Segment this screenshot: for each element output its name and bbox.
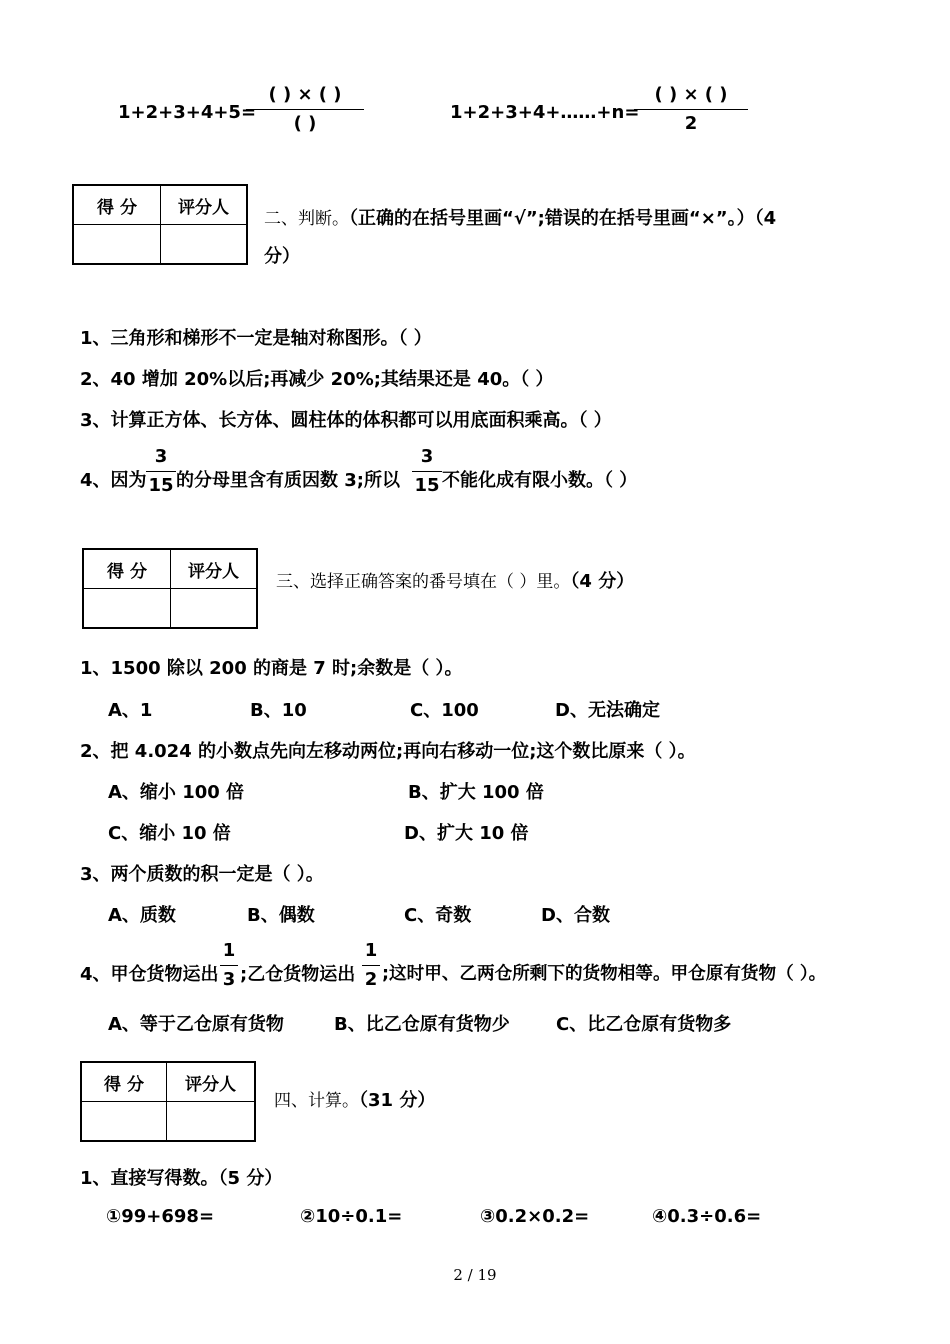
choice-q2-option-d: D、扩大 10 倍	[404, 823, 529, 844]
calc-problem-3: ③0.2×0.2=	[480, 1206, 590, 1227]
choice-q4-fraction-2	[362, 940, 380, 991]
section-2-title-instructions: （正确的在括号里画“√”;错误的在括号里画“×”。）（4	[349, 208, 777, 229]
formula-2-denominator: 2	[684, 113, 698, 134]
formula-1-left: 1+2+3+4+5=	[118, 102, 257, 123]
section-3-title	[276, 567, 634, 593]
judge-item-4-prefix: 4、因为	[80, 470, 147, 491]
judge-item-4-fraction-1	[146, 446, 176, 497]
choice-question-4-middle: ;乙仓货物运出	[240, 964, 356, 985]
score-label: 得 分	[83, 549, 171, 589]
fraction-bar	[362, 965, 380, 966]
score-table-section-4	[80, 1061, 256, 1142]
score-cell[interactable]	[83, 589, 171, 629]
section-4-title-points: （31 分）	[359, 1090, 436, 1111]
section-3-title-prefix: 三、选择正确答案的番号填在（ ）里。	[276, 572, 571, 592]
page-number: 2 / 19	[453, 1266, 497, 1284]
formula-2-left: 1+2+3+4+……+n=	[450, 102, 640, 123]
formula-1-numerator: ( ) × ( )	[268, 84, 342, 105]
judge-item-4-suffix: 不能化成有限小数。（ ）	[442, 470, 638, 491]
grader-label: 评分人	[161, 185, 248, 225]
choice-q2-option-b: B、扩大 100 倍	[408, 782, 544, 803]
choice-q3-option-b: B、偶数	[247, 905, 315, 926]
fraction-bar	[146, 471, 176, 472]
judge-item-2: 2、40 增加 20%以后;再减少 20%;其结果还是 40。（ ）	[80, 369, 554, 390]
section-2-title-prefix: 二、判断。	[264, 209, 349, 229]
choice-q3-option-d: D、合数	[541, 905, 610, 926]
section-4-title-prefix: 四、计算。	[274, 1091, 359, 1111]
grader-cell[interactable]	[171, 589, 258, 629]
fraction-numerator: 3	[154, 446, 168, 467]
choice-question-2: 2、把 4.024 的小数点先向左移动两位;再向右移动一位;这个数比原来（ ）。	[80, 741, 696, 762]
judge-item-4-middle: 的分母里含有质因数 3;所以	[176, 470, 400, 491]
choice-q3-option-a: A、质数	[108, 905, 176, 926]
fraction-bar	[634, 109, 748, 110]
fraction-numerator: 3	[420, 446, 434, 467]
formula-1-denominator: ( )	[293, 113, 317, 134]
section-2-title-line-2: 分）	[264, 246, 300, 267]
choice-q1-option-d: D、无法确定	[555, 700, 660, 721]
grader-label: 评分人	[167, 1062, 256, 1102]
choice-q4-option-c: C、比乙仓原有货物多	[556, 1014, 732, 1035]
formula-1-fraction	[246, 84, 364, 135]
choice-q1-option-b: B、10	[250, 700, 307, 721]
fraction-bar	[246, 109, 364, 110]
section-4-title	[274, 1086, 435, 1112]
choice-q1-option-c: C、100	[410, 700, 479, 721]
fraction-denominator: 2	[364, 969, 378, 990]
grader-cell[interactable]	[167, 1102, 256, 1142]
fraction-bar	[412, 471, 442, 472]
fraction-denominator: 3	[222, 969, 236, 990]
score-cell[interactable]	[73, 225, 161, 265]
score-cell[interactable]	[81, 1102, 167, 1142]
choice-question-4-suffix: ;这时甲、乙两仓所剩下的货物相等。甲仓原有货物（ ）。	[382, 964, 827, 984]
choice-q3-option-c: C、奇数	[404, 905, 472, 926]
grader-label: 评分人	[171, 549, 258, 589]
fraction-numerator: 1	[364, 940, 378, 961]
calc-problem-2: ②10÷0.1=	[300, 1206, 403, 1227]
grader-cell[interactable]	[161, 225, 248, 265]
fraction-denominator: 15	[148, 475, 174, 496]
section-2-title	[264, 204, 776, 230]
section-3-title-points: （4 分）	[570, 571, 635, 592]
fraction-numerator: 1	[222, 940, 236, 961]
choice-q1-option-a: A、1	[108, 700, 153, 721]
choice-question-3: 3、两个质数的积一定是（ ）。	[80, 864, 324, 885]
choice-question-4-prefix: 4、甲仓货物运出	[80, 964, 219, 985]
calc-subsection-1: 1、直接写得数。（5 分）	[80, 1168, 283, 1189]
score-label: 得 分	[81, 1062, 167, 1102]
formula-2-numerator: ( ) × ( )	[654, 84, 728, 105]
choice-q2-option-a: A、缩小 100 倍	[108, 782, 245, 803]
formula-2-fraction	[634, 84, 748, 135]
calc-problem-1: ①99+698=	[106, 1206, 215, 1227]
fraction-bar	[220, 965, 238, 966]
score-table-section-2	[72, 184, 248, 265]
calc-problem-4: ④0.3÷0.6=	[652, 1206, 762, 1227]
fraction-denominator: 15	[414, 475, 440, 496]
judge-item-1: 1、三角形和梯形不一定是轴对称图形。（ ）	[80, 328, 432, 349]
score-table-section-3	[82, 548, 258, 629]
choice-question-1: 1、1500 除以 200 的商是 7 时;余数是（ ）。	[80, 658, 463, 679]
judge-item-4-fraction-2	[412, 446, 442, 497]
score-label: 得 分	[73, 185, 161, 225]
choice-q4-option-b: B、比乙仓原有货物少	[334, 1014, 510, 1035]
judge-item-3: 3、计算正方体、长方体、圆柱体的体积都可以用底面积乘高。（ ）	[80, 410, 612, 431]
choice-q2-option-c: C、缩小 10 倍	[108, 823, 231, 844]
choice-q4-fraction-1	[220, 940, 238, 991]
choice-q4-option-a: A、等于乙仓原有货物	[108, 1014, 284, 1035]
